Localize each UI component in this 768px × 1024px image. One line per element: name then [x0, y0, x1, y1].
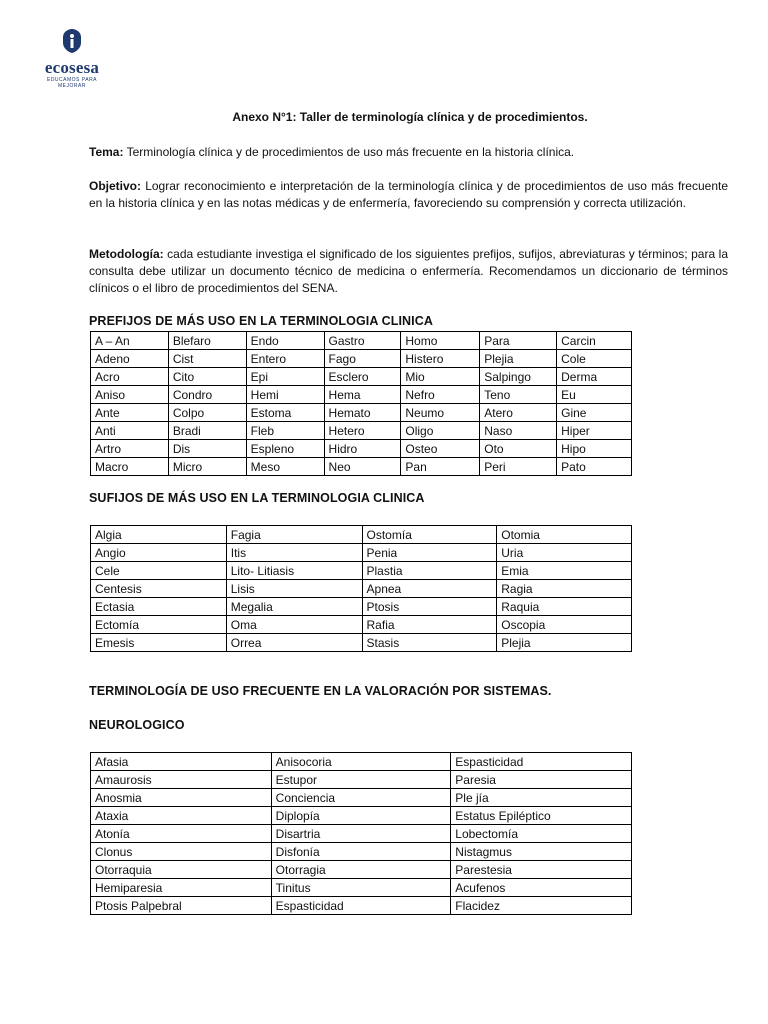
table-cell: Diplopía: [271, 807, 451, 825]
table-cell: Afasia: [91, 753, 272, 771]
table-cell: Fagia: [226, 526, 362, 544]
shield-icon: [61, 28, 83, 54]
table-cell: Atonía: [91, 825, 272, 843]
table-cell: Acufenos: [451, 879, 632, 897]
table-cell: Macro: [91, 458, 169, 476]
table-cell: Ectomía: [91, 616, 227, 634]
table-row: [91, 440, 632, 458]
table-cell: Fago: [324, 350, 401, 368]
table-row: [91, 879, 632, 897]
table-row: [91, 825, 632, 843]
table-cell: Bradi: [168, 422, 246, 440]
table-cell: Teno: [480, 386, 557, 404]
table-cell: Oto: [480, 440, 557, 458]
table-cell: Estupor: [271, 771, 451, 789]
table-cell: A – An: [91, 332, 169, 350]
table-cell: Nistagmus: [451, 843, 632, 861]
table-cell: Neumo: [401, 404, 480, 422]
table-cell: Dis: [168, 440, 246, 458]
table-cell: Para: [480, 332, 557, 350]
objetivo-label: Objetivo:: [89, 179, 142, 193]
table-row: [91, 562, 632, 580]
table-cell: Angio: [91, 544, 227, 562]
table-cell: Rafia: [362, 616, 497, 634]
table-cell: Conciencia: [271, 789, 451, 807]
table-row: [91, 458, 632, 476]
table-cell: Paresia: [451, 771, 632, 789]
table-cell: Emia: [497, 562, 632, 580]
table-cell: Salpingo: [480, 368, 557, 386]
metodologia-paragraph: [89, 246, 728, 297]
tema-paragraph: [89, 144, 728, 161]
table-cell: Oligo: [401, 422, 480, 440]
table-row: [91, 332, 632, 350]
brand-name: ecosesa: [44, 58, 100, 77]
tema-text: Terminología clínica y de procedimientos de uso más frecuente en la historia clínica.: [123, 145, 575, 159]
table-row: [91, 897, 632, 915]
table-row: [91, 404, 632, 422]
table-cell: Cito: [168, 368, 246, 386]
table-cell: Cole: [557, 350, 632, 368]
table-cell: Peri: [480, 458, 557, 476]
table-cell: Hemi: [246, 386, 324, 404]
table-cell: Hetero: [324, 422, 401, 440]
table-cell: Lobectomía: [451, 825, 632, 843]
table-cell: Parestesia: [451, 861, 632, 879]
table-cell: Anti: [91, 422, 169, 440]
table-cell: Otomia: [497, 526, 632, 544]
table-cell: Hipo: [557, 440, 632, 458]
table-row: [91, 861, 632, 879]
table-cell: Fleb: [246, 422, 324, 440]
table-cell: Raquia: [497, 598, 632, 616]
table-cell: Disartria: [271, 825, 451, 843]
table-cell: Estatus Epiléptico: [451, 807, 632, 825]
table-cell: Anisocoria: [271, 753, 451, 771]
table-cell: Orrea: [226, 634, 362, 652]
table-cell: Espasticidad: [271, 897, 451, 915]
table-cell: Hidro: [324, 440, 401, 458]
table-row: [91, 843, 632, 861]
table-cell: Carcin: [557, 332, 632, 350]
table-cell: Epi: [246, 368, 324, 386]
table-row: [91, 544, 632, 562]
neurologico-table: [90, 752, 632, 915]
table-cell: Micro: [168, 458, 246, 476]
table-cell: Cist: [168, 350, 246, 368]
table-cell: Espleno: [246, 440, 324, 458]
table-cell: Plejia: [480, 350, 557, 368]
table-cell: Algia: [91, 526, 227, 544]
table-cell: Oma: [226, 616, 362, 634]
table-cell: Nefro: [401, 386, 480, 404]
prefijos-heading: PREFIJOS DE MÁS USO EN LA TERMINOLOGIA CLINICA: [89, 314, 433, 328]
table-cell: Ptosis: [362, 598, 497, 616]
table-cell: Lito- Litiasis: [226, 562, 362, 580]
table-cell: Tinitus: [271, 879, 451, 897]
table-cell: Penia: [362, 544, 497, 562]
table-cell: Condro: [168, 386, 246, 404]
table-row: [91, 807, 632, 825]
table-row: [91, 422, 632, 440]
table-cell: Gine: [557, 404, 632, 422]
table-cell: Amaurosis: [91, 771, 272, 789]
table-row: [91, 386, 632, 404]
metodologia-text: cada estudiante investiga el significado de los siguientes prefijos, sufijos, abreviaturas y términos; para la consulta debe utilizar un documento técnico de medicina o enfermería. Recomendamos un diccionario de términos clínicos o el libro de procedimientos del SENA.: [89, 247, 728, 295]
table-cell: Naso: [480, 422, 557, 440]
table-cell: Uria: [497, 544, 632, 562]
tema-label: Tema:: [89, 145, 124, 159]
table-cell: Histero: [401, 350, 480, 368]
table-cell: Adeno: [91, 350, 169, 368]
table-cell: Meso: [246, 458, 324, 476]
table-row: [91, 526, 632, 544]
sufijos-table: [90, 525, 632, 652]
table-cell: Pato: [557, 458, 632, 476]
table-cell: Cele: [91, 562, 227, 580]
table-cell: Disfonía: [271, 843, 451, 861]
table-cell: Atero: [480, 404, 557, 422]
table-cell: Megalia: [226, 598, 362, 616]
table-cell: Ragia: [497, 580, 632, 598]
table-cell: Hemiparesia: [91, 879, 272, 897]
table-row: [91, 368, 632, 386]
table-cell: Ante: [91, 404, 169, 422]
table-cell: Ectasia: [91, 598, 227, 616]
table-cell: Artro: [91, 440, 169, 458]
table-row: [91, 634, 632, 652]
table-cell: Acro: [91, 368, 169, 386]
table-cell: Plejia: [497, 634, 632, 652]
table-row: [91, 753, 632, 771]
table-cell: Otorraquia: [91, 861, 272, 879]
brand-tagline: EDUCAMOS PARA MEJORAR: [46, 77, 98, 89]
table-row: [91, 350, 632, 368]
objetivo-text: Lograr reconocimiento e interpretación de la terminología clínica y de procedimientos de uso más frecuente en la historia clínica y en las notas médicas y de enfermería, favoreciendo su comprensión y correcta utilización.: [89, 179, 728, 210]
table-cell: Ptosis Palpebral: [91, 897, 272, 915]
table-cell: Emesis: [91, 634, 227, 652]
table-cell: Centesis: [91, 580, 227, 598]
table-cell: Osteo: [401, 440, 480, 458]
table-cell: Gastro: [324, 332, 401, 350]
table-cell: Hema: [324, 386, 401, 404]
table-cell: Espasticidad: [451, 753, 632, 771]
valoracion-heading: TERMINOLOGÍA DE USO FRECUENTE EN LA VALORACIÓN POR SISTEMAS.: [89, 684, 552, 698]
table-cell: Stasis: [362, 634, 497, 652]
table-cell: Entero: [246, 350, 324, 368]
table-cell: Plastia: [362, 562, 497, 580]
table-cell: Flacidez: [451, 897, 632, 915]
table-row: [91, 616, 632, 634]
document-title: Anexo N°1: Taller de terminología clínica y de procedimientos.: [232, 110, 588, 124]
table-cell: Aniso: [91, 386, 169, 404]
table-cell: Hiper: [557, 422, 632, 440]
table-cell: Hemato: [324, 404, 401, 422]
table-cell: Blefaro: [168, 332, 246, 350]
table-cell: Oscopia: [497, 616, 632, 634]
table-cell: Endo: [246, 332, 324, 350]
table-cell: Mio: [401, 368, 480, 386]
table-cell: Ple jía: [451, 789, 632, 807]
table-row: [91, 598, 632, 616]
table-cell: Itis: [226, 544, 362, 562]
table-row: [91, 789, 632, 807]
table-cell: Eu: [557, 386, 632, 404]
table-cell: Neo: [324, 458, 401, 476]
table-row: [91, 771, 632, 789]
table-cell: Derma: [557, 368, 632, 386]
table-cell: Homo: [401, 332, 480, 350]
table-cell: Ostomía: [362, 526, 497, 544]
neurologico-heading: NEUROLOGICO: [89, 718, 185, 732]
sufijos-heading: SUFIJOS DE MÁS USO EN LA TERMINOLOGIA CLINICA: [89, 491, 425, 505]
table-cell: Estoma: [246, 404, 324, 422]
metodologia-label: Metodología:: [89, 247, 164, 261]
table-cell: Lisis: [226, 580, 362, 598]
table-cell: Ataxia: [91, 807, 272, 825]
table-row: [91, 580, 632, 598]
table-cell: Anosmia: [91, 789, 272, 807]
table-cell: Colpo: [168, 404, 246, 422]
brand-logo: [36, 28, 108, 89]
prefijos-table: [90, 331, 632, 476]
table-cell: Apnea: [362, 580, 497, 598]
table-cell: Esclero: [324, 368, 401, 386]
table-cell: Otorragia: [271, 861, 451, 879]
table-cell: Pan: [401, 458, 480, 476]
objetivo-paragraph: [89, 178, 728, 212]
table-cell: Clonus: [91, 843, 272, 861]
